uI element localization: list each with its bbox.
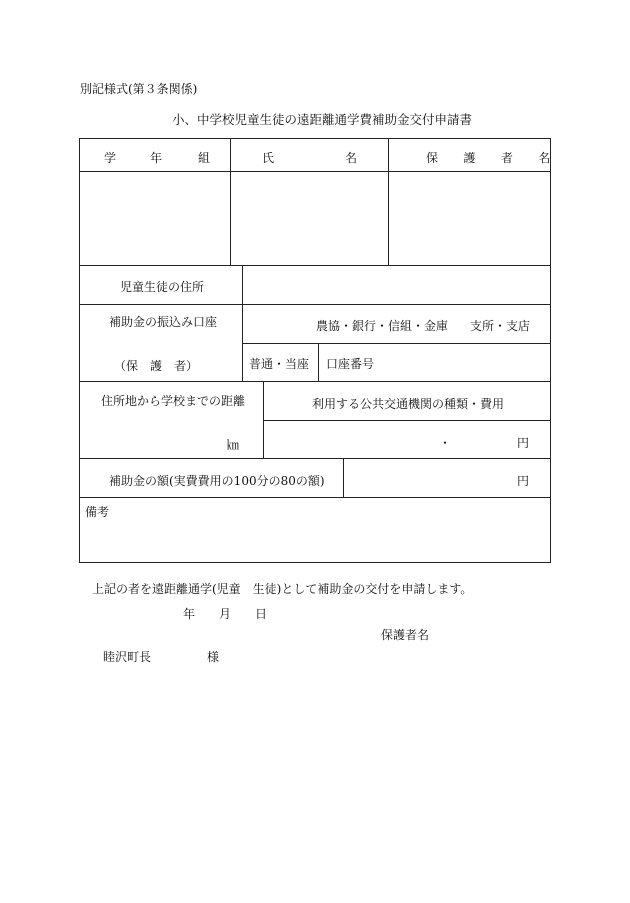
date-year: 年 [183, 607, 196, 621]
guardian-name-label: 保護者名 [381, 628, 430, 642]
distance-unit: ㎞ [227, 438, 240, 452]
account-type: 普通・当座 [249, 357, 310, 371]
subsidy-unit: 円 [517, 474, 530, 488]
rule-distance-row [80, 458, 550, 459]
header-name-2: 名 [345, 151, 358, 165]
addressee: 睦沢町長 [103, 650, 152, 664]
transport-separator: ・ [439, 436, 452, 450]
col-divider-account-type [318, 343, 319, 381]
rule-account-row [80, 381, 550, 382]
rule-student-row [80, 265, 550, 266]
date-month: 月 [219, 607, 232, 621]
col-divider-name [388, 139, 389, 265]
rule-transport-split [263, 420, 550, 421]
date-day: 日 [255, 607, 268, 621]
application-form-table [79, 138, 562, 563]
col-divider-subsidy [343, 458, 344, 497]
form-title: 小、中学校児童生徒の遠距離通学費補助金交付申請書 [172, 112, 473, 127]
header-grade-3: 組 [198, 151, 211, 165]
label-student-address: 児童生徒の住所 [120, 280, 205, 294]
bank-institutions: 農協・銀行・信組・金庫 [316, 319, 449, 333]
header-grade-1: 学 [104, 151, 117, 165]
rule-header [80, 171, 550, 172]
rule-subsidy-row [80, 497, 550, 498]
label-transport: 利用する公共交通機関の種類・費用 [312, 397, 505, 411]
rule-account-split [242, 343, 550, 344]
transport-unit: 円 [517, 436, 530, 450]
label-subsidy-amount: 補助金の額(実費費用の100分の80の額) [109, 474, 325, 488]
rule-address-row [80, 304, 550, 305]
bank-branch: 支所・支店 [470, 319, 531, 333]
label-account-number: 口座番号 [326, 357, 375, 371]
label-guardian-note: （保 護 者） [114, 359, 199, 373]
header-guardian: 保 護 者 名 [426, 151, 562, 165]
label-distance: 住所地から学校までの距離 [101, 394, 246, 408]
form-reference: 別記様式(第３条関係) [80, 82, 198, 96]
col-divider-address [242, 265, 243, 381]
label-remarks: 備考 [85, 505, 110, 519]
header-grade-2: 年 [150, 151, 163, 165]
application-statement: 上記の者を遠距離通学(児童 生徒)として補助金の交付を申請します。 [92, 582, 473, 596]
header-name-1: 氏 [262, 151, 275, 165]
honorific: 様 [207, 650, 220, 664]
col-divider-grade [230, 139, 231, 265]
col-divider-distance [263, 381, 264, 458]
label-bank-account: 補助金の振込み口座 [109, 315, 218, 329]
